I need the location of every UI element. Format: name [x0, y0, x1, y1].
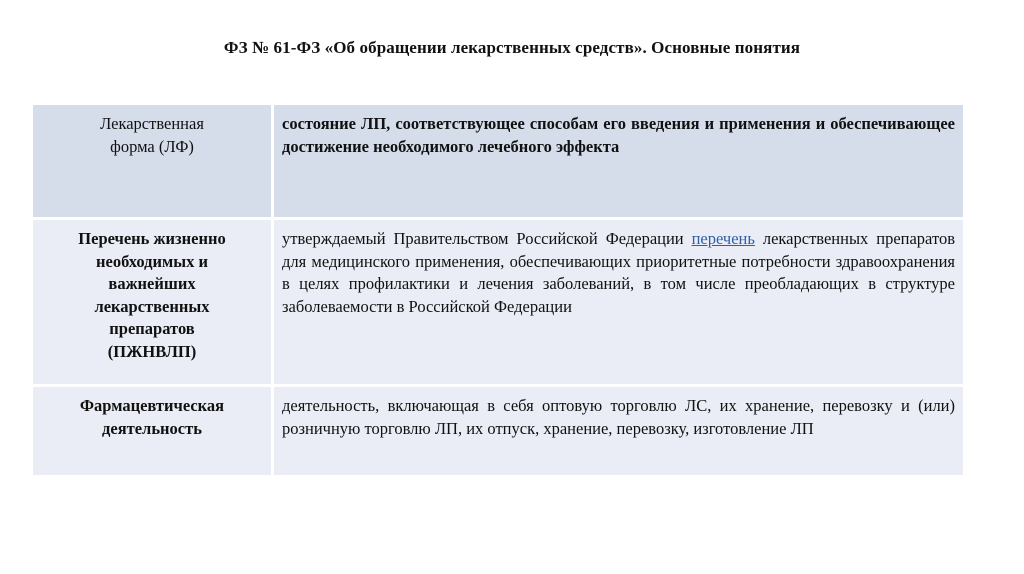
term-line: лекарственных	[94, 296, 210, 316]
table-row	[33, 105, 963, 219]
term-cell	[33, 386, 273, 477]
definitions-table	[33, 105, 963, 478]
term-line: важнейших	[108, 274, 196, 293]
term-line: форма (ЛФ)	[110, 136, 194, 156]
term-cell	[33, 105, 273, 219]
table-row	[33, 386, 963, 477]
term-cell	[33, 219, 273, 386]
table-row	[33, 219, 963, 386]
definition-cell: состояние ЛП, соответствующее способам его введения и применения и обеспечивающее достижение необходимого лечебного эффекта	[273, 105, 964, 219]
term-line: деятельность	[102, 418, 202, 438]
term-line: необходимых и	[96, 251, 208, 271]
term-line: Лекарственная	[100, 114, 204, 133]
definition-cell: деятельность, включающая в себя оптовую торговлю ЛС, их хранение, перевозку и (или) розничную торговлю ЛП, их отпуск, хранение, перевозку, изготовление ЛП	[273, 386, 964, 477]
definition-cell	[273, 219, 964, 386]
term-line: Фармацевтическая	[79, 396, 225, 415]
term-line: (ПЖНВЛП)	[107, 341, 197, 361]
definition-text: лекарственных препаратов для медицинского применения, обеспечивающих приоритетные потребности здравоохранения в целях профилактики и лечения заболеваний, в том числе преобладающих в структуре заболеваемости в Российской Федерации	[282, 229, 955, 316]
perechen-link[interactable]: перечень	[691, 229, 755, 248]
term-line: препаратов	[109, 319, 195, 338]
term-line: Перечень жизненно	[78, 229, 226, 248]
definition-text: утверждаемый Правительством Российской Федерации	[282, 229, 692, 248]
page-title: ФЗ № 61-ФЗ «Об обращении лекарственных средств». Основные понятия	[223, 38, 801, 57]
